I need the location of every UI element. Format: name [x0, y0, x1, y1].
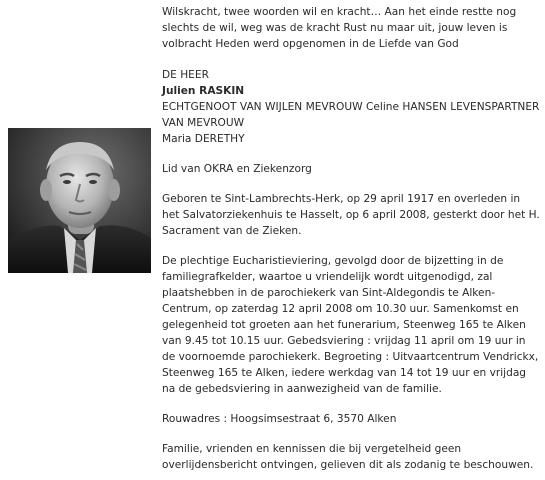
- salutation: DE HEER: [162, 69, 209, 81]
- portrait-illustration: [8, 128, 151, 273]
- mourning-address: Rouwadres : Hoogsimsestraat 6, 3570 Alken: [162, 413, 397, 425]
- closing-note: Familie, vrienden en kennissen die bij vergetelheid geen overlijdensbericht ontvingen, gelieven dit als zodanig te beschouwen.: [162, 443, 534, 471]
- portrait-photo: [8, 128, 151, 273]
- membership: Lid van OKRA en Ziekenzorg: [162, 163, 312, 175]
- intro-poem: Wilskracht, twee woorden wil en kracht… Aan het einde restte nog slechts de wil, weg was de kracht Rust nu maar uit, jouw leven is volbracht Heden werd opgenomen in de Liefde van God: [162, 6, 517, 50]
- deceased-name: Julien RASKIN: [162, 85, 245, 97]
- spouse-line: ECHTGENOOT VAN WIJLEN MEVROUW Celine HANSEN LEVENSPARTNER VAN MEVROUW: [162, 101, 540, 129]
- obituary-text: [162, 0, 540, 473]
- ceremony-details: De plechtige Eucharistieviering, gevolgd door de bijzetting in de familiegrafkelder, waartoe u vriendelijk wordt uitgenodigd, zal plaatshebben in de parochiekerk van Sint-Aldegondis te Alken-Centrum, op zaterdag 12 april 2008 om 10.30 uur. Samenkomst en gelegenheid tot groeten aan het funerarium, Steenweg 165 te Alken van 9.45 tot 10.15 uur. Gebedsviering : vrijdag 11 april om 19 uur in de voornoemde parochiekerk. Begroeting : Uitvaartcentrum Vendrickx, Steenweg 165 te Alken, iedere werkdag van 14 tot 19 uur en vrijdag na de gebedsviering in aanwezigheid van de familie.: [162, 255, 539, 395]
- partner-name: Maria DERETHY: [162, 133, 245, 145]
- birth-death-details: Geboren te Sint-Lambrechts-Herk, op 29 april 1917 en overleden in het Salvatorziekenhuis te Hasselt, op 6 april 2008, gesterkt door het H. Sacrament van de Zieken.: [162, 193, 540, 237]
